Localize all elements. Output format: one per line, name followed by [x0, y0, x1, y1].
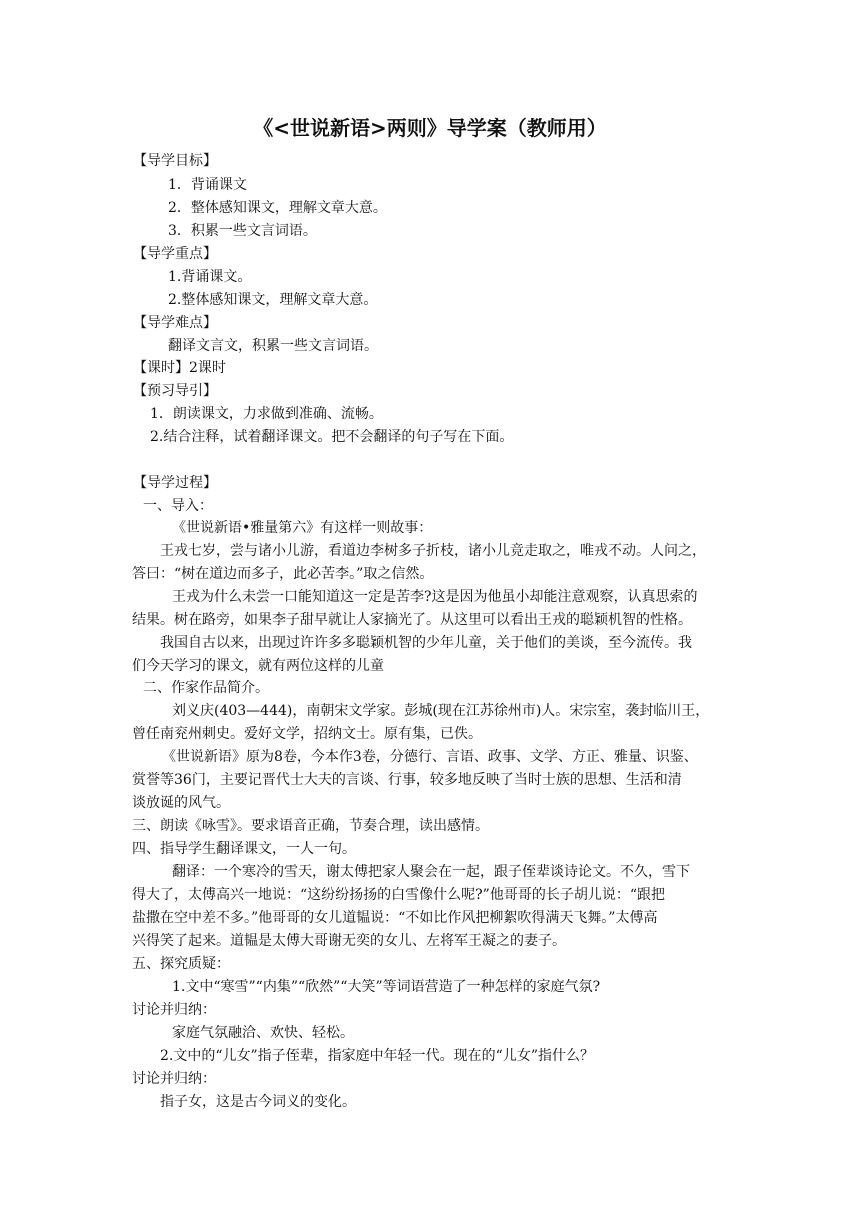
difficulty-item: 翻译文言文，积累一些文言词语。	[168, 338, 378, 354]
paragraph-line: 曾任南兖州刺史。爱好文学，招纳文士。原有集，已佚。	[132, 726, 482, 742]
section-inquiry: 五、探究质疑：	[132, 956, 230, 972]
discussion-label: 讨论并归纳：	[132, 1002, 216, 1018]
document-title: 《<世说新语>两则》导学案（教师用）	[253, 116, 607, 140]
paragraph-line: 翻译：一个寒冷的雪天，谢太傅把家人聚会在一起，跟子侄辈谈诗论文。不久，雪下	[172, 864, 690, 880]
section-introduction: 一、导入：	[143, 498, 213, 514]
heading-preview: 【预习导引】	[133, 383, 217, 399]
objective-item: 2．整体感知课文，理解文章大意。	[168, 200, 387, 216]
key-point-item: 2.整体感知课文，理解文章大意。	[168, 292, 378, 308]
paragraph-line: 得大了，太傅高兴一地说：“这纷纷扬扬的白雪像什么呢?”他哥哥的长子胡儿说：“跟把	[132, 887, 665, 903]
objective-item: 3．积累一些文言词语。	[168, 223, 317, 239]
preview-item: 1．朗读课文，力求做到准确、流畅。	[150, 406, 383, 422]
paragraph-line: 《世说新语•雅量第六》有这样一则故事：	[172, 520, 433, 536]
paragraph-line: 王戎为什么未尝一口能知道这一定是苦李?这是因为他虽小却能注意观察，认真思索的	[172, 589, 698, 605]
question-item: 2.文中的“儿女”指子侄辈，指家庭中年轻一代。现在的“儿女”指什么？	[160, 1048, 594, 1064]
heading-difficulties: 【导学难点】	[133, 315, 217, 331]
paragraph-line: 王戎七岁，尝与诸小儿游，看道边李树多子折枝，诸小儿竞走取之，唯戎不动。人问之，	[160, 543, 706, 559]
paragraph-line: 盐撒在空中差不多。”他哥哥的女儿道韫说：“不如比作风把柳絮吹得满天飞舞。”太傅高	[132, 910, 658, 926]
objective-item: 1．背诵课文	[168, 177, 247, 193]
heading-key-points: 【导学重点】	[133, 246, 217, 262]
paragraph-line: 们今天学习的课文，就有两位这样的儿童	[132, 658, 384, 674]
heading-objectives: 【导学目标】	[133, 153, 217, 169]
key-point-item: 1.背诵课文。	[168, 269, 252, 285]
answer-text: 指子女，这是古今词义的变化。	[160, 1094, 356, 1110]
answer-text: 家庭气氛融洽、欢快、轻松。	[172, 1025, 354, 1041]
question-item: 1.文中“寒雪”“内集”“欣然”“大笑”等词语营造了一种怎样的家庭气氛?	[172, 979, 601, 995]
paragraph-line: 我国自古以来，出现过许许多多聪颖机智的少年儿童，关于他们的美谈，至今流传。我	[160, 635, 692, 651]
paragraph-line: 赏誉等36门，主要记晋代士大夫的言谈、行事，较多地反映了当时士族的思想、生活和清	[132, 772, 682, 788]
preview-item: 2.结合注释，试着翻译课文。把不会翻译的句子写在下面。	[150, 429, 514, 445]
section-translation: 四、指导学生翻译课文，一人一句。	[132, 841, 356, 857]
heading-process: 【导学过程】	[133, 475, 217, 491]
paragraph-line: 兴得笑了起来。道韫是太傅大哥谢无奕的女儿、左将军王凝之的妻子。	[132, 933, 566, 949]
discussion-label: 讨论并归纳：	[132, 1071, 216, 1087]
paragraph-line: 谈放诞的风气。	[132, 795, 230, 811]
section-reading: 三、朗读《咏雪》。要求语音正确，节奏合理，读出感情。	[132, 818, 489, 834]
section-author-intro: 二、作家作品简介。	[143, 680, 269, 696]
paragraph-line: 刘义庆(403—444)，南朝宋文学家。彭城(现在江苏徐州市)人。宋宗室，袭封临川王，	[172, 703, 710, 719]
paragraph-line: 《世说新语》原为8卷，今本作3卷，分德行、言语、政事、文学、方正、雅量、识鉴、	[162, 749, 698, 765]
paragraph-line: 答曰：“树在道边而多子，此必苦李。”取之信然。	[132, 566, 434, 582]
paragraph-line: 结果。树在路旁，如果李子甜早就让人家摘光了。从这里可以看出王戎的聪颖机智的性格。	[132, 612, 692, 628]
heading-class-hours: 【课时】2课时	[133, 360, 226, 376]
